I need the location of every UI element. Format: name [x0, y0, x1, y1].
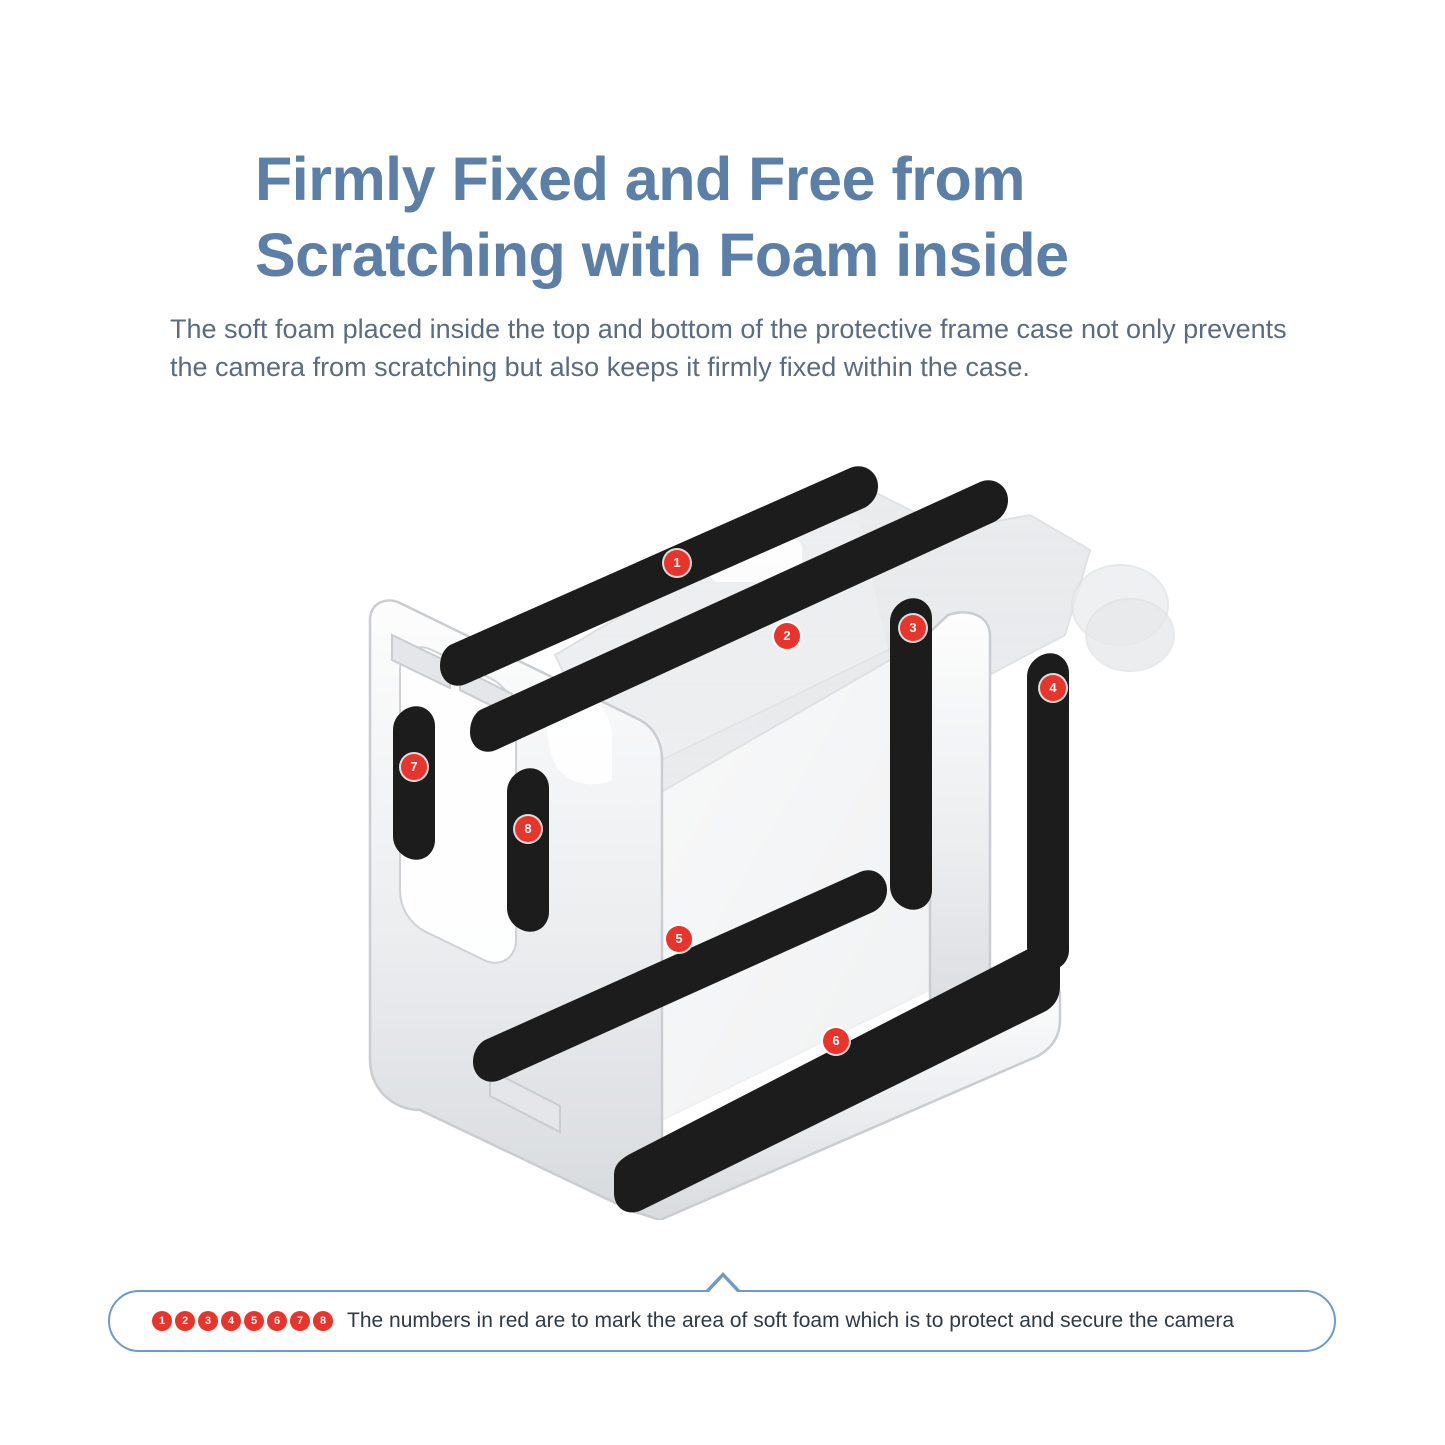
- legend-dot-2: 2: [175, 1311, 195, 1331]
- frame-case-illustration: [330, 420, 1190, 1220]
- page-description: The soft foam placed inside the top and bottom of the protective frame case not only prevents the camera from scratching but also keeps it firmly fixed within the case.: [170, 314, 1287, 383]
- foam-marker-5[interactable]: 5: [666, 926, 692, 952]
- foam-marker-8[interactable]: 8: [515, 816, 541, 842]
- foam-marker-1[interactable]: 1: [664, 550, 690, 576]
- foam-marker-7[interactable]: 7: [401, 754, 427, 780]
- legend-dot-6: 6: [267, 1311, 287, 1331]
- foam-strip-4: [1027, 653, 1069, 970]
- legend-dot-3: 3: [198, 1311, 218, 1331]
- legend-dot-1: 1: [152, 1311, 172, 1331]
- page-title-line-1: Firmly Fixed and Free from: [255, 144, 1026, 213]
- foam-marker-4[interactable]: 4: [1040, 675, 1066, 701]
- legend-dot-5: 5: [244, 1311, 264, 1331]
- legend-number-dots: [152, 1311, 333, 1331]
- legend-dot-8: 8: [313, 1311, 333, 1331]
- foam-marker-2[interactable]: 2: [774, 623, 800, 649]
- foam-marker-3[interactable]: 3: [900, 615, 926, 641]
- page-title: [255, 141, 1255, 294]
- foam-strip-8: [507, 768, 549, 932]
- legend-pointer-inner: [708, 1277, 738, 1293]
- legend-dot-4: 4: [221, 1311, 241, 1331]
- foam-marker-6[interactable]: 6: [823, 1028, 849, 1054]
- product-diagram: [330, 420, 1190, 1220]
- foam-strip-3: [890, 598, 932, 910]
- legend-dot-7: 7: [290, 1311, 310, 1331]
- legend-caption: The numbers in red are to mark the area of soft foam which is to protect and secure the camera: [347, 1309, 1235, 1332]
- page-title-line-2: Scratching with Foam inside: [255, 221, 1069, 290]
- legend-bar: [108, 1290, 1336, 1352]
- foam-strip-7: [393, 706, 435, 860]
